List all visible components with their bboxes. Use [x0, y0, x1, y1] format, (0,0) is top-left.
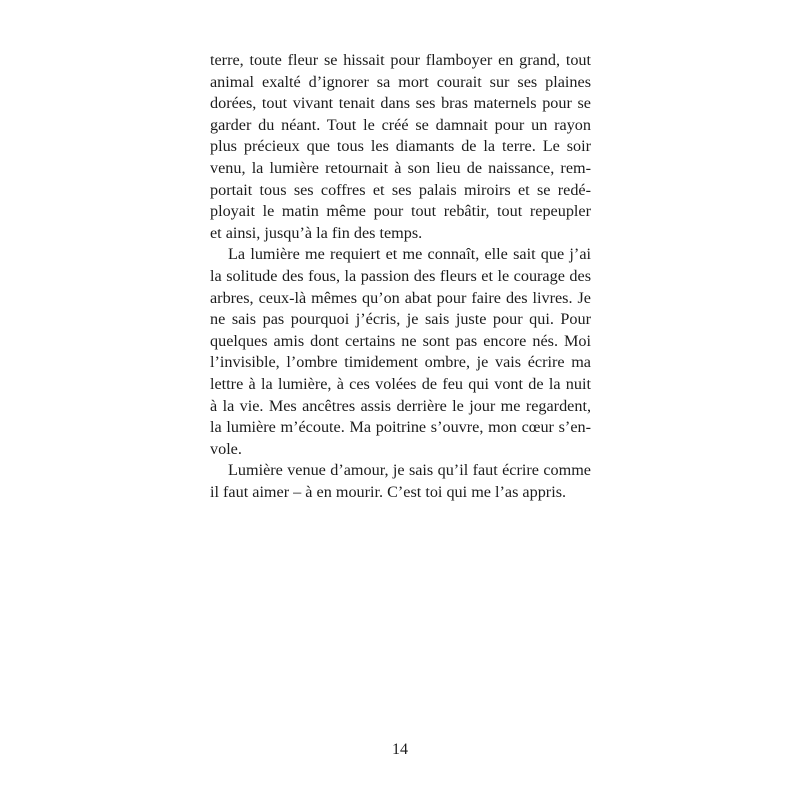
text-line: ployait le matin même pour tout rebâtir, tout repeupler — [210, 202, 591, 221]
body-text — [210, 50, 591, 503]
text-line: il faut aimer – à en mourir. C’est toi qui me l’as appris. — [210, 482, 567, 501]
text-line: lettre à la lumière, à ces volées de feu qui vont de la nuit — [210, 374, 591, 393]
text-line: terre, toute fleur se hissait pour flamboyer en grand, tout — [210, 51, 591, 69]
text-line: vole. — [210, 439, 242, 458]
text-line: l’invisible, l’ombre timidement ombre, je vais écrire ma — [210, 353, 591, 372]
text-line: la lumière m’écoute. Ma poitrine s’ouvre, mon cœur s’en- — [210, 418, 591, 437]
text-line: portait tous ses coffres et ses palais miroirs et se redé- — [210, 180, 591, 199]
text-line: garder du néant. Tout le créé se damnait pour un rayon — [210, 115, 591, 134]
text-line: quelques amis dont certains ne sont pas encore nés. Moi — [210, 331, 591, 350]
text-line: à la vie. Mes ancêtres assis derrière le jour me regardent, — [210, 396, 591, 415]
text-line: ne sais pas pourquoi j’écris, je sais juste pour qui. Pour — [210, 310, 591, 329]
text-line: plus précieux que tous les diamants de la terre. Le soir — [210, 137, 591, 156]
text-line: arbres, ceux-là mêmes qu’on abat pour faire des livres. Je — [210, 288, 591, 307]
text-line: La lumière me requiert et me connaît, elle sait que j’ai — [228, 245, 591, 264]
text-line: dorées, tout vivant tenait dans ses bras maternels pour se — [210, 94, 591, 113]
text-line: la solitude des fous, la passion des fleurs et le courage des — [210, 266, 591, 285]
text-line: venu, la lumière retournait à son lieu de naissance, rem- — [210, 158, 591, 177]
page-number: 14 — [392, 741, 408, 758]
text-line: et ainsi, jusqu’à la fin des temps. — [210, 223, 423, 242]
text-line: Lumière venue d’amour, je sais qu’il faut écrire comme — [228, 461, 591, 480]
text-line: animal exalté d’ignorer sa mort courait sur ses plaines — [210, 72, 591, 91]
